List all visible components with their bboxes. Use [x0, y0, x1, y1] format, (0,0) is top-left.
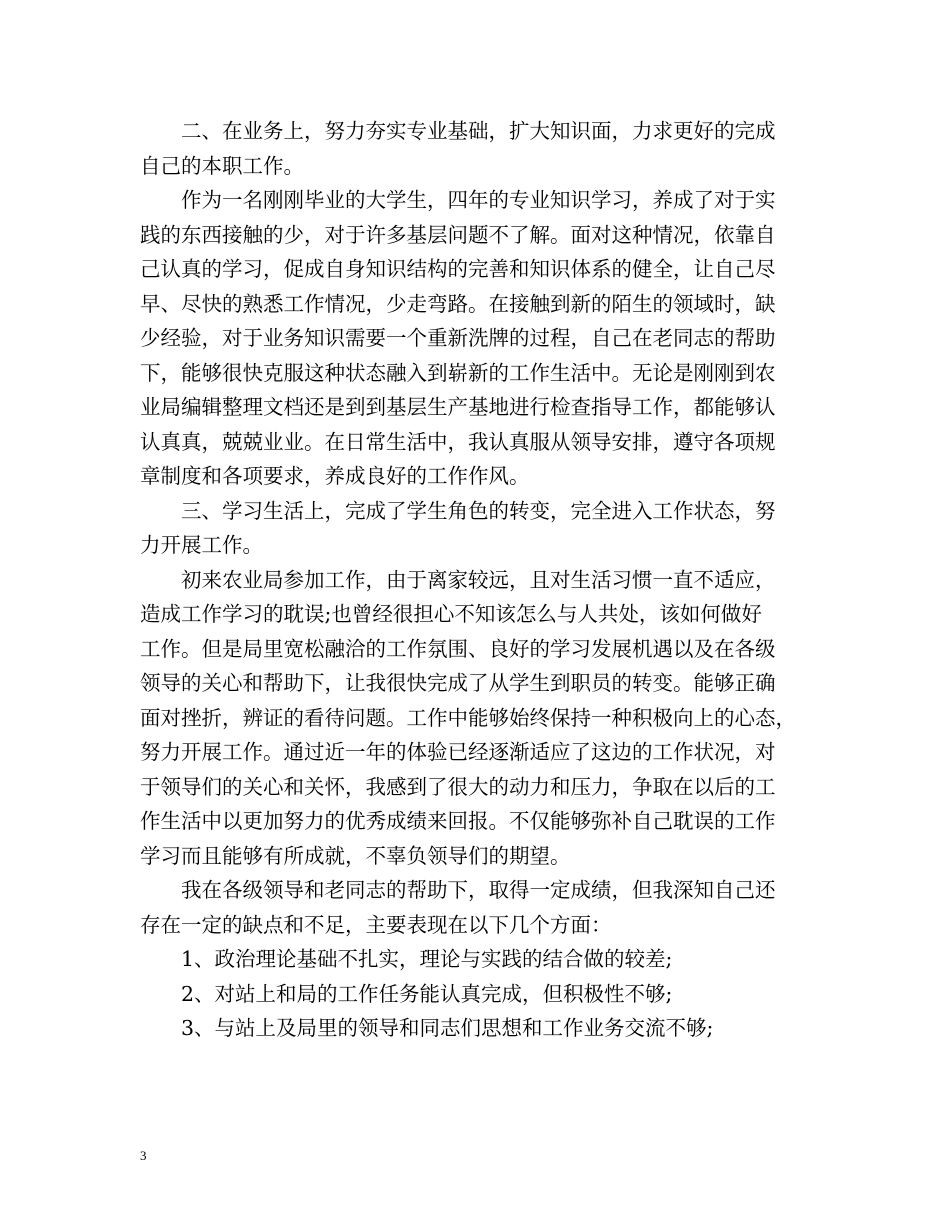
text-line: 我在各级领导和老同志的帮助下，取得一定成绩，但我深知自己还	[181, 878, 776, 902]
text-line: 工作。但是局里宽松融洽的工作氛围、良好的学习发展机遇以及在各级	[140, 636, 776, 661]
text-line: 己认真的学习，促成自身知识结构的完善和知识体系的健全，让自己尽	[140, 257, 776, 281]
text-line: 业局编辑整理文档还是到到基层生产基地进行检查指导工作，都能够认	[140, 395, 776, 419]
text-line: 存在一定的缺点和不足，主要表现在以下几个方面：	[140, 912, 612, 937]
text-line: 领导的关心和帮助下，让我很快完成了从学生到职员的转变。能够正确	[140, 671, 776, 695]
text-line: 1、政治理论基础不扎实，理论与实践的结合做的较差;	[181, 947, 673, 971]
text-line: 3、与站上及局里的领导和同志们思想和工作业务交流不够;	[181, 1016, 714, 1040]
text-line: 三、学习生活上，完成了学生角色的转变，完全进入工作状态，努	[181, 498, 776, 523]
body-text	[140, 114, 816, 1046]
text-line: 面对挫折，辨证的看待问题。工作中能够始终保持一种积极向上的心态，	[140, 705, 796, 730]
text-line: 学习而且能够有所成就，不辜负领导们的期望。	[140, 843, 571, 868]
text-line: 初来农业局参加工作，由于离家较远，且对生活习惯一直不适应，	[181, 567, 776, 592]
text-line: 早、尽快的熟悉工作情况，少走弯路。在接触到新的陌生的领域时，缺	[140, 291, 776, 316]
text-line: 自己的本职工作。	[140, 153, 304, 178]
text-line: 少经验，对于业务知识需要一个重新洗牌的过程，自己在老同志的帮助	[140, 326, 776, 350]
text-line: 努力开展工作。通过近一年的体验已经逐渐适应了这边的工作状况，对	[140, 740, 776, 764]
text-line: 下，能够很快克服这种状态融入到崭新的工作生活中。无论是刚刚到农	[140, 360, 776, 385]
text-line: 认真真，兢兢业业。在日常生活中，我认真服从领导安排，遵守各项规	[140, 429, 776, 454]
text-line: 践的东西接触的少，对于许多基层问题不了解。面对这种情况，依靠自	[140, 222, 776, 247]
page-number: 3	[140, 1148, 147, 1163]
text-line: 作生活中以更加努力的优秀成绩来回报。不仅能够弥补自己耽误的工作	[140, 809, 776, 833]
text-line: 二、在业务上，努力夯实专业基础，扩大知识面，力求更好的完成	[181, 119, 776, 143]
text-line: 于领导们的关心和关怀，我感到了很大的动力和压力，争取在以后的工	[140, 774, 776, 799]
text-line: 力开展工作。	[140, 533, 263, 557]
text-line: 2、对站上和局的工作任务能认真完成，但积极性不够;	[181, 981, 673, 1006]
text-line: 章制度和各项要求，养成良好的工作作风。	[140, 464, 530, 488]
text-line: 作为一名刚刚毕业的大学生，四年的专业知识学习，养成了对于实	[181, 188, 776, 212]
text-line: 造成工作学习的耽误;也曾经很担心不知该怎么与人共处，该如何做好	[140, 602, 762, 626]
